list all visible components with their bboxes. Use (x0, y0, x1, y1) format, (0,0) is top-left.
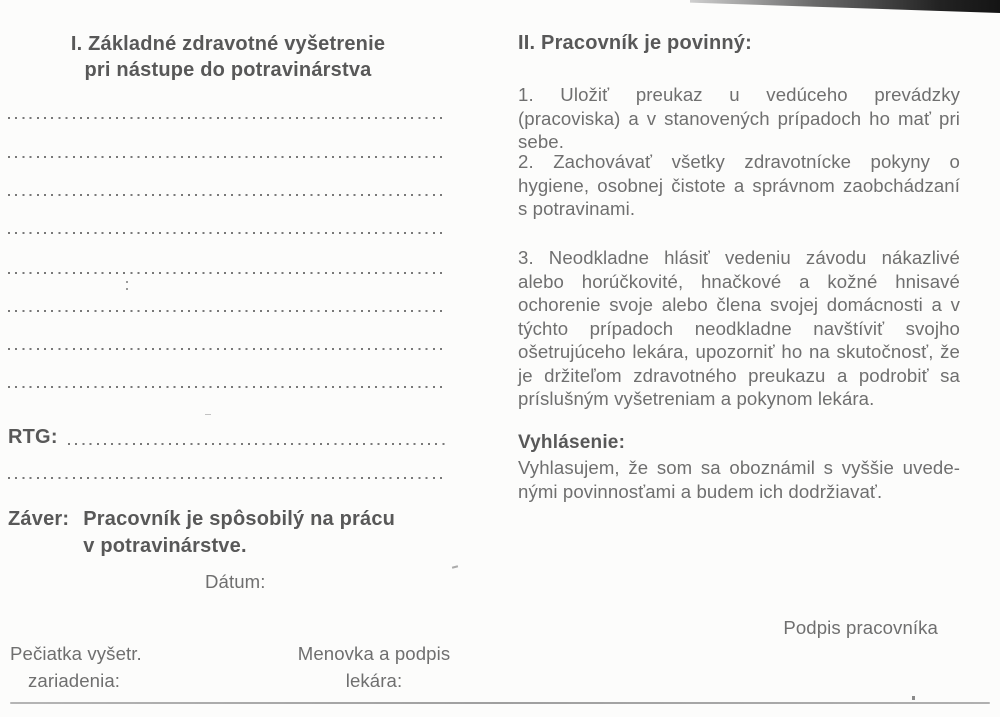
dotted-line (8, 271, 445, 274)
conclusion-label: Záver: (8, 508, 70, 530)
duty-item-1: 1. Uložiť preukaz u vedúceho prevádzky (pracoviska) a v stanovených prípadoch ho mať pri sebe. (518, 84, 960, 152)
doctor-label-line2: lekára: (345, 670, 403, 691)
section1-title-line2: pri nástupe do potravinárstva (84, 59, 372, 81)
stamp-label (10, 640, 142, 694)
dotted-line (8, 309, 445, 312)
date-label: Dátum: (205, 571, 266, 592)
dotted-line (8, 385, 445, 388)
duty-item-2: 2. Zachovávať všetky zdravotnícke pokyny o hygiene, osobnej čistote a správnom zaobchádzaní s potravinami. (518, 151, 960, 219)
doctor-signature-label (290, 640, 458, 694)
rtg-field (8, 424, 445, 450)
dotted-line (8, 347, 445, 350)
rtg-dotted-line (68, 442, 445, 445)
doctor-label-line1: Menovka a podpis (297, 643, 451, 664)
section2-title: II. Pracovník je povinný: (518, 32, 752, 54)
dotted-line (8, 116, 445, 119)
declaration-text: Vyhlasujem, že som sa oboznámil s vyššie uvedenými povinnosťami a budem ich dodržiavať. (518, 457, 960, 502)
section1-title-line1: I. Základné zdravotné vyšetrenie (70, 33, 386, 55)
dotted-line (8, 155, 445, 158)
conclusion-line1: Pracovník je spôsobilý na prácu (83, 508, 396, 530)
dotted-line (8, 193, 445, 196)
conclusion-block (8, 506, 395, 560)
worker-signature-label: Podpis pracovníka (783, 617, 938, 638)
declaration-title: Vyhlásenie: (518, 432, 626, 453)
scan-speck (452, 565, 458, 568)
duty-item-3: 3. Neodkladne hlásiť vedeniu závodu nákazlivé alebo horúčkovité, hnačkové a kožné hnisavé ochorenie svoje alebo člena svojej domácnosti a v týchto prípadoch neodkladne navštíviť svojho ošetrujúceho lekára, upozorniť ho na skutočnosť, že je držiteľom zdravotného preukazu a podrobiť sa príslušným vyšetreniam a pokynom lekára. (518, 247, 960, 409)
stamp-label-line1: Pečiatka vyšetr. (10, 643, 142, 664)
section1-title (8, 31, 448, 83)
rtg-label: RTG: (8, 426, 58, 448)
section-basic-examination (8, 0, 451, 717)
dotted-line (8, 476, 445, 479)
conclusion-text (83, 506, 395, 560)
section-worker-duties (518, 0, 960, 717)
stamp-label-line2: zariadenia: (28, 670, 121, 691)
conclusion-line2: v potravinárstve. (83, 535, 247, 557)
dotted-line (8, 231, 445, 234)
